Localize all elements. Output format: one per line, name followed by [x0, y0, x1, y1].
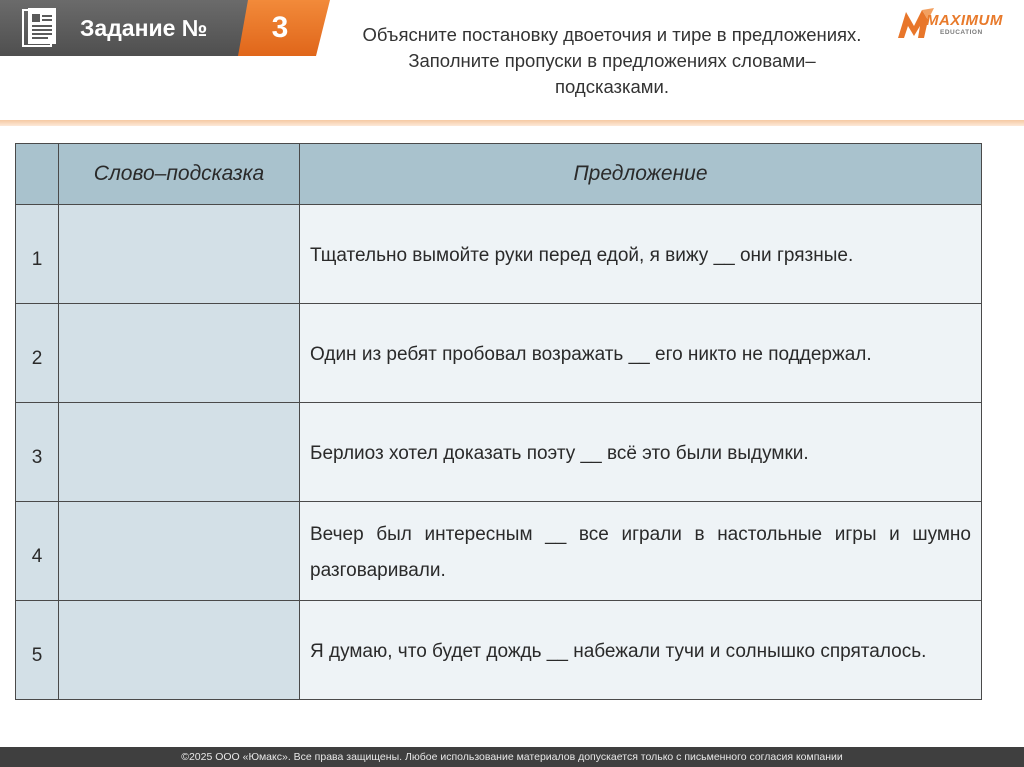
- instruction-line: подсказками.: [555, 76, 669, 97]
- table-row: [16, 502, 982, 601]
- company-logo: [896, 6, 1020, 46]
- logo-subtext: EDUCATION: [940, 29, 983, 36]
- sentence-cell: Один из ребят пробовал возражать __ его никто не поддержал.: [300, 304, 982, 403]
- column-header-hint: Слово–подсказка: [59, 144, 300, 205]
- task-number: 3: [271, 11, 289, 44]
- hint-cell[interactable]: [59, 502, 300, 601]
- row-number: 3: [16, 403, 59, 502]
- copyright-footer: ©2025 ООО «Юмакс». Все права защищены. Любое использование материалов допускается только с письменного согласия компании: [0, 747, 1024, 767]
- table-row: [16, 205, 982, 304]
- row-number: 5: [16, 601, 59, 700]
- sentence-cell: Я думаю, что будет дождь __ набежали тучи и солнышко спряталось.: [300, 601, 982, 700]
- table-row: [16, 304, 982, 403]
- column-header-sentence: Предложение: [300, 144, 982, 205]
- row-number: 1: [16, 205, 59, 304]
- table-row: [16, 403, 982, 502]
- task-instruction: [332, 22, 892, 100]
- sentence-cell: Тщательно вымойте руки перед едой, я вижу __ они грязные.: [300, 205, 982, 304]
- sentence-cell: Вечер был интересным __ все играли в настольные игры и шумно разговаривали.: [300, 502, 982, 601]
- header-divider: [0, 120, 1024, 126]
- hint-cell[interactable]: [59, 601, 300, 700]
- logo-text: MAXIMUM: [926, 12, 1003, 29]
- instruction-line: Заполните пропуски в предложениях словами–: [408, 50, 816, 71]
- exercise-table: [15, 143, 982, 700]
- table-header-row: [16, 144, 982, 205]
- hint-cell[interactable]: [59, 304, 300, 403]
- column-header-number: [16, 144, 59, 205]
- instruction-line: Объясните постановку двоеточия и тире в предложениях.: [362, 24, 862, 45]
- table-row: [16, 601, 982, 700]
- sentence-cell: Берлиоз хотел доказать поэту __ всё это были выдумки.: [300, 403, 982, 502]
- slide-header: [0, 0, 1024, 128]
- task-label: Задание №: [80, 15, 208, 41]
- row-number: 2: [16, 304, 59, 403]
- document-icon: [22, 8, 56, 48]
- hint-cell[interactable]: [59, 403, 300, 502]
- row-number: 4: [16, 502, 59, 601]
- hint-cell[interactable]: [59, 205, 300, 304]
